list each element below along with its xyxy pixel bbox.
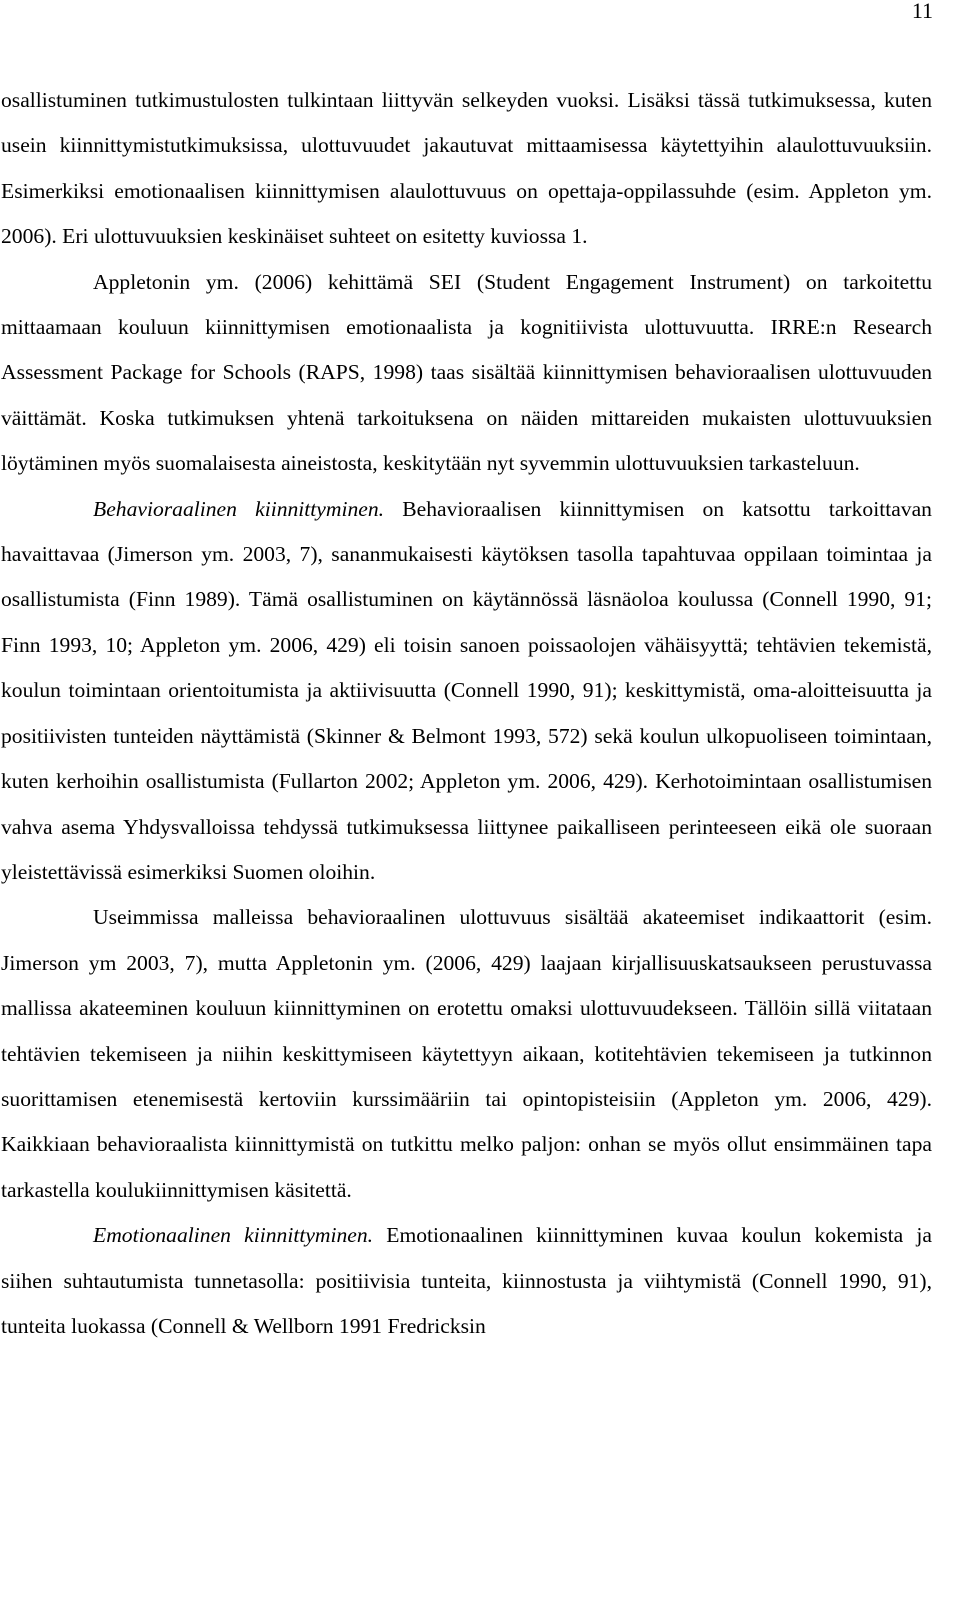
paragraph-1 bbox=[1, 78, 932, 260]
paragraph-5 bbox=[1, 1213, 932, 1349]
paragraph-3 bbox=[1, 487, 932, 896]
document-body bbox=[1, 78, 932, 1349]
paragraph-1-text: osallistuminen tutkimustulosten tulkintaan liittyvän selkeyden vuoksi. Lisäksi tässä tutkimuksessa, kuten usein kiinnittymistutkimuksissa, ulottuvuudet jakautuvat mittaamisessa käytettyihin alaulottuvuuksiin. Esimerkiksi emotionaalisen kiinnittymisen alaulottuvuus on opettaja-oppilassuhde (esim. Appleton ym. 2006). Eri ulottuvuuksien keskinäiset suhteet on esitetty kuviossa 1. bbox=[1, 88, 932, 249]
paragraph-2-text: Appletonin ym. (2006) kehittämä SEI (Student Engagement Instrument) on tarkoitettu mittaamaan kouluun kiinnittymisen emotionaalista ja kognitiivista ulottuvuutta. IRRE:n Research Assessment Package for Schools (RAPS, 1998) taas sisältää kiinnittymisen behavioraalisen ulottuvuuden väittämät. Koska tutkimuksen yhtenä tarkoituksena on näiden mittareiden mukaisten ulottuvuuksien löytäminen myös suomalaisesta aineistosta, keskitytään nyt syvemmin ulottuvuuksien tarkasteluun. bbox=[1, 269, 932, 476]
paragraph-2 bbox=[1, 260, 932, 487]
section-heading-emotional: Emotionaalinen kiinnittyminen. bbox=[93, 1223, 374, 1248]
paragraph-3-text: Behavioraalisen kiinnittymisen on katsottu tarkoittavan havaittavaa (Jimerson ym. 2003, 7), sananmukaisesti käytöksen tasolla tapahtuvaa oppilaan toimintaa ja osallistumista (Finn 1989). Tämä osallistuminen on käytännössä läsnäoloa koulussa (Connell 1990, 91; Finn 1993, 10; Appleton ym. 2006, 429) eli toisin sanoen poissaolojen vähäisyyttä; tehtävien tekemistä, koulun toimintaan orientoitumista ja aktiivisuutta (Connell 1990, 91); keskittymistä, oma-aloitteisuutta ja positiivisten tunteiden näyttämistä (Skinner & Belmont 1993, 572) sekä koulun ulkopuoliseen toimintaan, kuten kerhoihin osallistumista (Fullarton 2002; Appleton ym. 2006, 429). Kerhotoimintaan osallistumisen vahva asema Yhdysvalloissa tehdyssä tutkimuksessa liittynee paikalliseen perinteeseen eikä ole suoraan yleistettävissä esimerkiksi Suomen oloihin. bbox=[1, 496, 932, 884]
section-heading-behavioral: Behavioraalinen kiinnittyminen. bbox=[93, 496, 385, 521]
paragraph-5-text: Emotionaalinen kiinnittyminen kuvaa koulun kokemista ja siihen suhtautumista tunnetasolla: positiivisia tunteita, kiinnostusta ja viihtymistä (Connell 1990, 91), tunteita luokassa (Connell & Wellborn 1991 Fredricksin bbox=[1, 1223, 933, 1338]
paragraph-4 bbox=[1, 895, 932, 1213]
page-number: 11 bbox=[911, 0, 933, 23]
paragraph-4-text: Useimmissa malleissa behavioraalinen ulottuvuus sisältää akateemiset indikaattorit (esim. Jimerson ym 2003, 7), mutta Appletonin ym. (2006, 429) laajaan kirjallisuuskatsaukseen perustuvassa mallissa akateeminen kouluun kiinnittyminen on erotettu omaksi ulottuvuudekseen. Tällöin sillä viitataan tehtävien tekemiseen ja niihin keskittymiseen käytettyyn aikaan, kotitehtävien tekemiseen ja tutkinnon suorittamisen etenemisestä kertoviin kurssimääriin tai opintopisteisiin (Appleton ym. 2006, 429). Kaikkiaan behavioraalista kiinnittymistä on tutkittu melko paljon: onhan se myös ollut ensimmäinen tapa tarkastella koulukiinnittymisen käsitettä. bbox=[1, 905, 932, 1202]
